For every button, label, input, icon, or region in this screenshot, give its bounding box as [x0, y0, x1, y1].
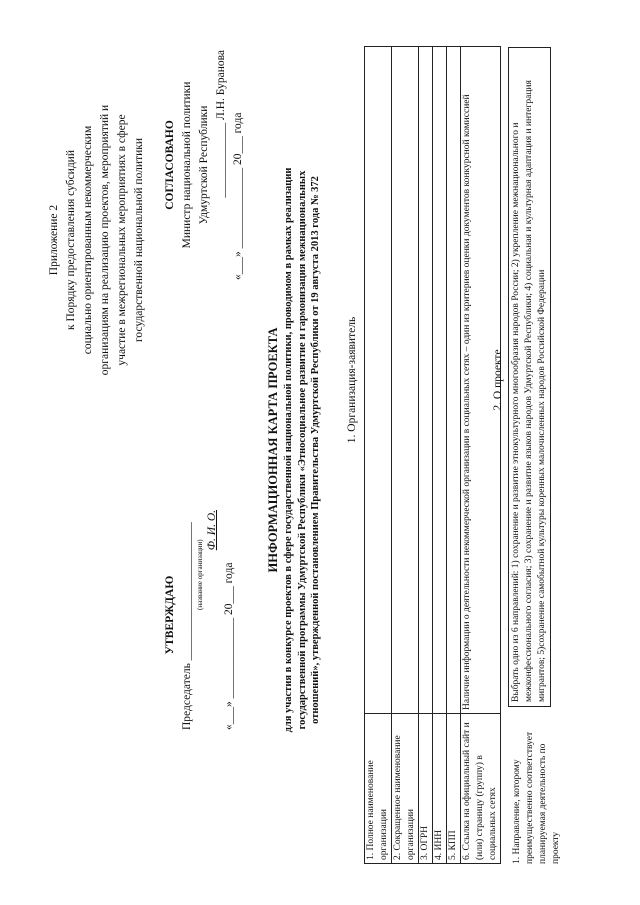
approve-org-hint: (название организации) [196, 539, 204, 610]
approve-name: Ф. И. О. [206, 510, 218, 551]
row-label: 3. ОГРН [419, 714, 433, 864]
row-label: 1. Полное наименование организации [365, 714, 392, 864]
agreed-block [162, 50, 247, 280]
direction-value-box[interactable]: Выбрать одно из 6 направлений: 1) сохранение и развитие этнокультурного многообразия народов России; 2) укрепление межнационального и межконфессионального согласия; 3) сохранение и развитие языков народов Удмуртской Республики; 4) социальная и культурная адаптация и интеграция мигрантов; 5)сохранение самобытной культуры коренных малочисленных народов Российской Федерации [508, 47, 551, 707]
agreed-signature: _____________ Л.Н. Буранова [215, 50, 227, 198]
appendix-line: организациям на реализацию проектов, мероприятий и [99, 104, 111, 376]
approve-role: Председатель [181, 663, 193, 730]
title-block [264, 20, 323, 880]
section2-heading: 2. О проекте [492, 349, 504, 411]
row-value[interactable] [433, 47, 447, 714]
row-label: 2. Сокращенное наименование организации [392, 714, 419, 864]
row-value: Наличие информации о деятельности некоммерческой организации в социальных сетях – один из критериев оценки документов конкурсной комиссией [461, 47, 501, 714]
row-value[interactable] [365, 47, 392, 714]
appendix-line: к Порядку предоставления субсидий [65, 150, 77, 330]
direction-label: 1. Направление, которому преимущественно соответствует планируемая деятельность по проекту [512, 731, 561, 864]
title-main: ИНФОРМАЦИОННАЯ КАРТА ПРОЕКТА [266, 327, 280, 573]
appendix-line: государственной национальной политики [133, 138, 145, 342]
row-value[interactable] [419, 47, 433, 714]
table-row [419, 47, 433, 864]
title-sub: государственной программы Удмуртской Республики «Этносоциальное развитие и гармонизация межнациональных [296, 170, 308, 730]
title-sub: отношений», утвержденной постановлением Правительства Удмуртской Республики от 19 августа 2013 года № 372 [310, 176, 321, 724]
appendix-header [46, 40, 148, 440]
approve-name-line [204, 500, 221, 730]
approve-date: «___» ______________ 20___ года [223, 562, 235, 730]
approve-role-line: Председатель ________________________ [181, 522, 193, 730]
row-value[interactable] [447, 47, 461, 714]
row-value[interactable] [392, 47, 419, 714]
approve-block [162, 500, 238, 730]
appendix-line: участие в межрегиональных мероприятиях в сфере [116, 114, 128, 366]
appendix-line: социально ориентированным некоммерческим [82, 125, 94, 355]
organization-table [364, 46, 501, 864]
row-label: 4. ИНН [433, 714, 447, 864]
approve-heading: УТВЕРЖДАЮ [164, 575, 176, 655]
row-label: 6. Ссылка на официальный сайт и (или) страницу (группу) в социальных сетях [461, 714, 501, 864]
title-sub: для участия в конкурсе проектов в сфере государственной национальной политики, проводимом в рамках реализации [283, 167, 294, 733]
agreed-line: Удмуртской Республики [198, 105, 210, 225]
table-row [447, 47, 461, 864]
rotated-document [22, 20, 622, 880]
section1-heading: 1. Организация-заявитель [346, 316, 358, 444]
table-row [433, 47, 447, 864]
agreed-line: Министр национальной политики [181, 81, 193, 249]
table-row [365, 47, 392, 864]
appendix-line: Приложение 2 [48, 204, 60, 276]
agreed-date: «___» ______________ 20___ года [232, 112, 244, 280]
table-row [392, 47, 419, 864]
row-label: 5. КПП [447, 714, 461, 864]
agreed-heading: СОГЛАСОВАНО [164, 120, 176, 210]
